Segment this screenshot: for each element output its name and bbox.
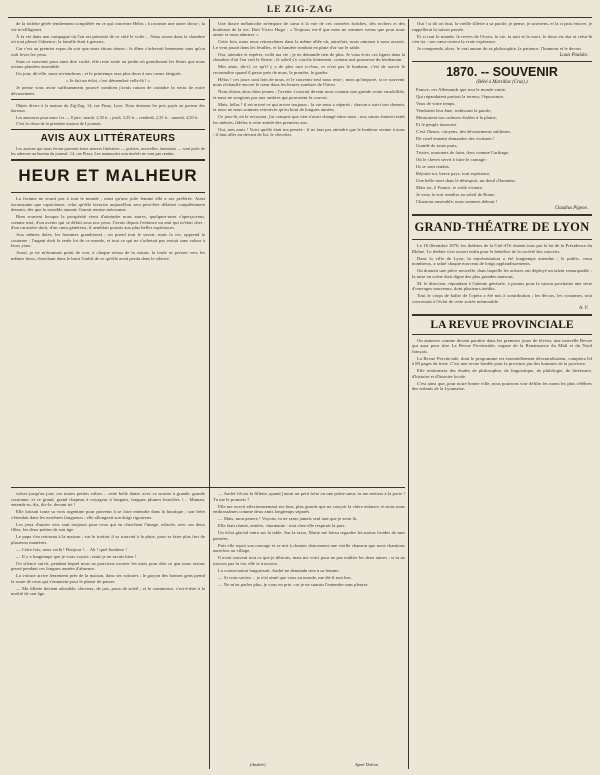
paragraph: « Je fait un éclat, c'est démembré celle-là ! »: [65, 78, 151, 83]
paragraph: La conversation languissait. André ne demanda rien à sa femme.: [218, 567, 340, 573]
section-rule: [412, 314, 592, 316]
poem-line: Grande de toute parts,: [416, 143, 458, 148]
paragraph: C'est ainsi que, pour notre bonne ville, nous pourrons voir défiler les noms les plus célèbres des enfants de la Lyonnaise.: [412, 380, 592, 391]
section-rule: [412, 61, 592, 62]
paragraph: Un éclat glacial entra sur la table. Sur la tasse, Marie me laissa regarder les moins froides de mes pensées.: [213, 530, 405, 541]
signature-right: Aymé Dolron: [355, 762, 379, 767]
section-rule: [412, 239, 592, 240]
section-rule: [11, 159, 205, 161]
paragraph: Je pense vous avoir suffisamment prouvé combien j'avais raison de craindre la vertu de notre dévouement.: [11, 85, 205, 96]
paragraph: Puis elle reprit son ouvrage et se mit à chanter doucement une vieille chanson que nous chantions autrefois au village.: [213, 542, 405, 553]
paragraph: Elle me ouvrit affectueusement ses bras, plus grands que ne conçoit la chère enfance, et nous nous embrassâmes comme deux amis longtemps séparés.: [213, 503, 405, 514]
poem-line: Réjouis-toi, brave pays, tout espérance,: [416, 171, 491, 176]
paragraph: — Ma fillette devient adorable, cheveux, de jais, poux de soleil ; et le commence, c'est-à-dire à la moitié de son âge.: [11, 585, 205, 596]
paragraph: — Cette fois, nous voilà ! Bonjour !… Ah ! quel bonheur !: [16, 546, 127, 552]
column-left-bottom: [11, 491, 205, 769]
paragraph: M. le directeur, répondant à l'attente générale, a promis pour la saison prochaine une série d'ouvrages nouveaux, dont plusieurs inédits.: [412, 280, 592, 291]
revue-heading: LA REVUE PROVINCIALE: [430, 318, 574, 331]
story-paragraph: La fortune ne sourit pas à tout le monde ; ainsi qu'une jolie femme elle a ses préférés. Ainsi inconstante que capricieuse, celui qu'elle favorise aujourd'hui sera peut-être délaissé complètement demain, dès que la sensible amante l'aurait remise méconnue.: [11, 196, 205, 212]
paragraph: Nous étions alors bien jeunes ; l'avenir s'ouvrait devant nous comme une grande route ensoleillée, et nous ne songions pas aux ombres qui pouvaient la couvrir.: [213, 89, 405, 100]
poem-line: Une belle mort dans le désespoir, un deuil d'honneur.: [416, 178, 516, 183]
poem-line: Vendaient leur âme, trahissant la parole,: [416, 108, 492, 113]
poem-line: Je veux la voir renaître au soleil de Rome,: [416, 192, 496, 197]
paragraph: Et si tout le monde, le revers de l'écrin, la vie, la nuit et la mort, le doux est dur et celui-là s'en ira ; son cœur restera la vraie espérance.: [412, 33, 592, 44]
paragraph: On donnait une pièce nouvelle, dans laquelle les artistes ont déployé un talent remarquable ; la mise en scène était digne des plus grandes maisons.: [412, 268, 592, 279]
poem-line: Qui répandaient partout la terreur, l'épouvante,: [416, 94, 505, 99]
paragraph: — Mais, mon pauvre ! Voyons, tu ne seras jamais seul tant que je serai là.: [218, 516, 358, 521]
paragraph: Dans la ville de Lyon, la représentation a été longtemps attendue ; le public, venu nombreux, a salué chaque morceau de longs applaudissements.: [412, 255, 592, 266]
paragraph: Mais, hélas ! il est arrivé ce qui arrive toujours : la vie nous a séparés ; chacun a suivi son chemin, et nous ne nous sommes retrouvés qu'au bout de longues années.: [213, 101, 405, 112]
poem-heading: 1870. -- SOUVENIR: [446, 65, 558, 79]
avis-heading: AVIS AUX LITTÉRATEURS: [40, 133, 176, 144]
paragraph: — Il y a longtemps que je vous voyais ; mais je ne savais bien !: [16, 553, 137, 559]
paragraph: La voiture arrive lentement près de la maison, dans ses voitures ; le garçon des bonnes gens prend la route de ceux qui s'ennuient pour le plaisir de passer.: [11, 573, 205, 584]
paragraph: Cette fois, nous nous retrouvâmes dans la même allée où, autrefois, nous aimions à nous asseoir. Le vent jouait dans les feuilles, et la lumière tombait en pluie d'or sur le sable.: [213, 39, 405, 50]
column-divider: [209, 19, 210, 769]
paragraph: Un jour, dit-elle, nous reviendrons ; et le printemps sera plus doux à nos cœurs fatigués.: [16, 71, 182, 76]
paragraph: Oui, mes amis ! Voici quelle était ma pensée : il ne faut pas attendre que le bonheur vienne à nous ; il faut aller au-devant de lui, le chercher.: [213, 126, 405, 137]
paragraph: Elle laissait toute sa voix argentine pour parvenir à se faire entendre dans la boutique ; son frère s'étendait dans les extrêmes longueurs ; elle allongeait son doigt rigoureux.: [11, 509, 205, 520]
poem-line: Tristes, mourants de faim, fiers comme Carthage,: [416, 150, 510, 155]
paragraph: Elle renfermera des études de philosophie, de linguistique, de philologie, de littérature, d'histoire et d'histoire locale.: [412, 368, 592, 379]
poem-line: Vous de votre temps.: [416, 101, 456, 106]
paragraph: Car c'est au premier repas du soir que nous étions réunis ; le dîner s'achevait lentement sans qu'on osât lever les yeux.: [11, 46, 205, 57]
paragraph: — André s'écria la fillette, quand j'aurai un petit frère ou une petite sœur, tu me mettras à la porte ! Tu me le promets ?: [213, 491, 405, 502]
signature: Louis Poulain.: [559, 53, 588, 58]
paragraph: Une douce mélancolie m'empare de cœur à la vue de ces contrées fraîches, des rochers et des bouleaux de la vie. Doit Victor Hugo : « Toujours est-il que nous ne sommes venus que pour nous aimer et nous admirer. »: [213, 21, 405, 37]
section-rule: [11, 192, 205, 193]
signature-left: (Andrée): [250, 762, 266, 767]
masthead-rule: [8, 17, 592, 18]
story-paragraph: Bien souvent lorsque la prospérité vient d'atteindre nous autres, quelques-unes s'aperçoivent, comme moi, d'un avenir qui se défait sous nos yeux. J'avais depuis l'enfance un ami qui m'était cher : d'un caractère droit, d'un cœur généreux, il semblait promis aux plus belles espérances.: [11, 214, 205, 230]
poem-line: Chantons ensemble, nous sommes debout !: [416, 199, 498, 204]
paragraph: Oui ! si tôt on faut, la vieille fillette a sa parole, je pense, je souviens, et la si paix encore, je rappellerai la saison passée.: [412, 21, 592, 32]
story-heading: HEUR ET MALHEUR: [18, 166, 198, 185]
section-rule: [412, 334, 592, 335]
paragraph: Un silence suivit, pendant lequel nous ne pouvions trouver les mots pour dire ce que nous avions pensé pendant ces longues années d'absence.: [11, 560, 205, 571]
poem-line: Et le peuple innocent.: [416, 122, 458, 127]
paragraph: valses jusqu'au jour, ces toutes petites valses… cette belle dame, avec ce sourire à grande, grande couronne, et ce grand, grand chapeau à voyageur à longues, longues plumes bouclées !… Maman, entends-tu, dis, dis-le, devant toi !: [11, 491, 205, 507]
paragraph: Ce jour-là, en le revoyant, j'ai compris que rien n'avait changé entre nous ; nos cœurs étaient restés les mêmes, fidèles à cette amitié des premiers ans.: [213, 114, 405, 125]
column-middle: [213, 21, 405, 485]
column-middle-bottom: [213, 491, 405, 759]
paragraph: Hélas ! ces jours sont loin de nous, et le souvenir seul nous reste ; mais qu'importe, si ce souvenir nous réchauffe encore le cœur dans les heures sombres de l'hiver.: [213, 76, 405, 87]
avis-text: Les auteurs qui nous feront parvenir leurs œuvres littéraires — poésies, nouvelles, fantaisies — sont priés de les adresser au bureau du journal, 14, rue Pizay. Les manuscrits non insérés ne sont pas rendus.: [11, 146, 205, 156]
notice-paragraph: C'est la chose de la première maison de Lyonnais.: [16, 121, 102, 126]
paragraph: Oui, attendre et espérer, voilà ma vie ; je ne demande rien de plus. Je vous écris ces lignes dans la chambre d'où l'on voit le fleuve ; le soleil s'y couche lentement, comme une promesse du lendemain.: [213, 51, 405, 62]
paragraph: Le papa s'en retourna à la maison ; sur le trottoir il se trouvait à la pluie, pour se faire plus fort de plusieurs manières.: [11, 534, 205, 545]
signature: A. V.: [579, 305, 588, 311]
story-paragraph: Aussi, je ne m'étonnais point de voir, à chaque retour de la saison, la foule se presser vers les mêmes lieux, cherchant dans le bruit l'oubli de ce qu'elle avait perdu dans le silence.: [11, 250, 205, 261]
poem-line: C'est l'heure, citoyens, des dévouements sublimes,: [416, 129, 511, 134]
paragraph: Le 18 décembre 1870, les théâtres de la Cité d'Or étaient tous par la loi de la Présidence du Rhône. Le théâtre s'est ouvert enfin pour le bénéfice de la société des concerts.: [412, 243, 592, 254]
paragraph: Tout le corps de ballet de l'opéra a été mis à contribution ; les décors, les costumes, tout concourait à l'éclat de cette soirée mémorable.: [412, 293, 592, 304]
section-rule: [11, 129, 205, 130]
poem-subtitle: (Bébé à Marsillac (Cruz).): [476, 80, 528, 85]
paragraph: — Ne m'en parlez plus, je vous en prie, car je ne saurais l'entendre sans pleurer.: [218, 581, 369, 587]
theatre-heading: GRAND-THÉATRE DE LYON: [414, 220, 590, 234]
paragraph: Il avait souvent tout ce que je désirais, mais me voici pour ne pas oublier les deux autres ; si tu ne trouves pas la vie, elle te trouvera.: [213, 555, 405, 566]
paragraph: On annonce comme devant paraître dans les premiers jours de février, une nouvelle Revue qui aura pour titre La Revue Provinciale, organe de la Renaissance du Midi et du Nord français.: [412, 337, 592, 354]
poem-line: Où le chevet servit à faire le carnage :: [416, 157, 488, 162]
story-paragraph: Aux mêmes dates, les hommes grandissent ; on prend tout le savoir, mais la vie, apprend la coutume : l'argent était la seule loi de ce monde, et tout ce qui ne s'achetait pas restait sans valeur à leurs yeux.: [11, 232, 205, 248]
paragraph: La Revue Provinciale, dont le programme est essentiellement décentralisateur, comptera 64 à 80 pages de texte. C'est une revue fondée pour la province par des hommes de la province.: [412, 355, 592, 366]
poem-line: Ils se sont rendus.: [416, 164, 450, 169]
fold-rule: [11, 487, 405, 488]
poem-line: De cruel ennemi demandez des victimes !: [416, 136, 495, 141]
section-rule: [412, 214, 592, 216]
paragraph: Les yeux d'autres vers sont toujours pour ceux qui en cherchent l'image, effacée, avec ses deux filles, les deux petites de son âge.: [11, 521, 205, 532]
section-rule: [11, 99, 205, 100]
masthead: LE ZIG-ZAG: [266, 5, 334, 15]
poem-line: Mais toi, ô France, te voilà vivante,: [416, 185, 484, 190]
paragraph: Mes amis, dit-il, ce qu'il y a de plus rare ici-bas, ce n'est pas le bonheur, c'est de savoir le reconnaître quand il passe près de nous, le prendre, le garder.: [213, 64, 405, 75]
paragraph: Je comprends, alors, le vrai amour de sa philosophie, la patience, l'honneur et le devoir.: [417, 46, 582, 51]
poem-line: France, ces Allemands que tout le monde vante,: [416, 87, 507, 92]
signature: Claudius Pigeon.: [554, 206, 588, 211]
notice-paragraph: Les annonces pour mars 1er — 8 juin : mardi, 2,50 fr. ; jeudi, 3,35 fr. ; vendredi, 2,35 fr. ; samedi, 4,50 fr.: [16, 114, 199, 120]
poem: [412, 87, 592, 205]
column-right: [412, 21, 592, 771]
paragraph: Elle était réunie, entière, charmante : tout chez elle respirait la paix.: [218, 523, 346, 528]
poem-line: Mesuraient nos cultures étalées à la plaine,: [416, 115, 497, 120]
paragraph: Sans ce souvenir pour ainsi dire caché, elle reste seule au jardin où grandissent les fleurs que nous avions plantées ensemble.: [11, 58, 205, 69]
column-divider: [408, 19, 409, 769]
notice-paragraph: Objets divers à la maison du Zig-Zag, 14, rue Pizay, Lyon. Nous donnons les prix payés au porteur des bureaux.: [11, 103, 205, 113]
paragraph: À la vie dans une campagne où l'on est présenté de ce côté le voile… Nous avons dans la chambre où tout pleure l'absence; la famille était à genoux.: [11, 33, 205, 44]
paragraph: — Si vous saviez… je n'ai aimé que vous au monde, me dit-il tout bas.: [218, 574, 352, 580]
paragraph: de la toilette gérée tendrement complétée en ce qui concerne Hélas ; à raconter une autre chose ; la vie m'affligerait.: [11, 21, 205, 32]
